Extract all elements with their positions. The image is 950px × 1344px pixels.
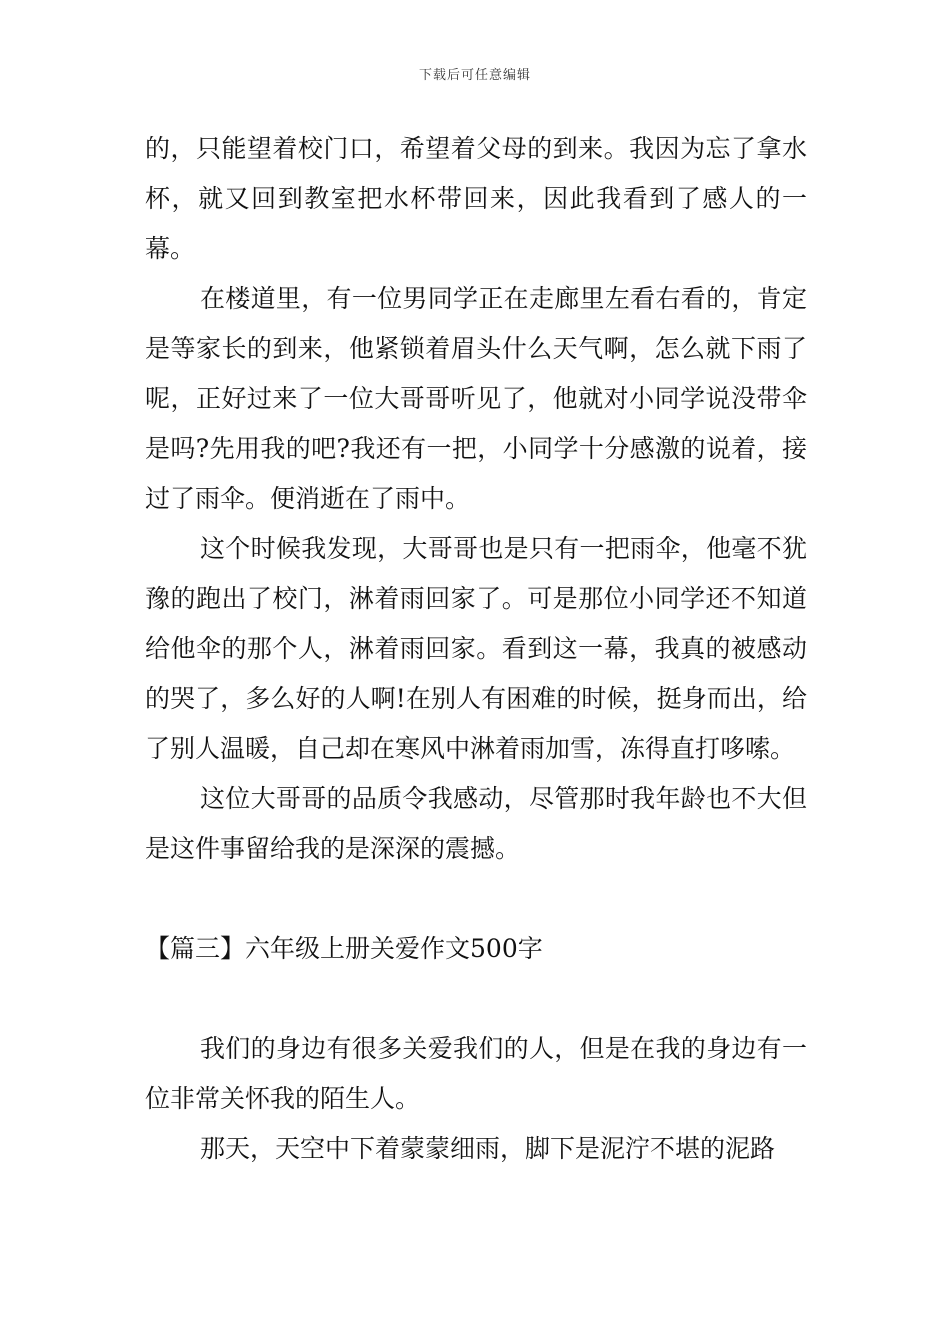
paragraph: 这位大哥哥的品质令我感动，尽管那时我年龄也不大但是这件事留给我的是深深的震撼。	[145, 784, 807, 863]
paragraph: 我们的身边有很多关爱我们的人，但是在我的身边有一位非常关怀我的陌生人。	[145, 1034, 807, 1113]
paragraph: 这个时候我发现，大哥哥也是只有一把雨伞，他毫不犹豫的跑出了校门，淋着雨回家了。可是那位小同学还不知道给他伞的那个人，淋着雨回家。看到这一幕，我真的被感动的哭了，多么好的人啊!在别人有困难的时候，挺身而出，给了别人温暖，自己却在寒风中淋着雨加雪，冻得直打哆嗦。	[145, 534, 807, 763]
paragraph: 那天，天空中下着蒙蒙细雨，脚下是泥泞不堪的泥路	[200, 1134, 776, 1163]
section-title: 【篇三】六年级上册关爱作文500字	[145, 934, 543, 963]
paragraph: 在楼道里，有一位男同学正在走廊里左看右看的，肯定是等家长的到来，他紧锁着眉头什么天气啊，怎么就下雨了呢，正好过来了一位大哥哥听见了，他就对小同学说没带伞是吗?先用我的吧?我还有一把，小同学十分感激的说着，接过了雨伞。便消逝在了雨中。	[145, 284, 807, 513]
article-body	[145, 124, 807, 1174]
page-header: 下载后可任意编辑	[418, 68, 531, 83]
paragraph-continued: 的，只能望着校门口，希望着父母的到来。我因为忘了拿水杯，就又回到教室把水杯带回来，因此我看到了感人的一幕。	[145, 134, 807, 263]
